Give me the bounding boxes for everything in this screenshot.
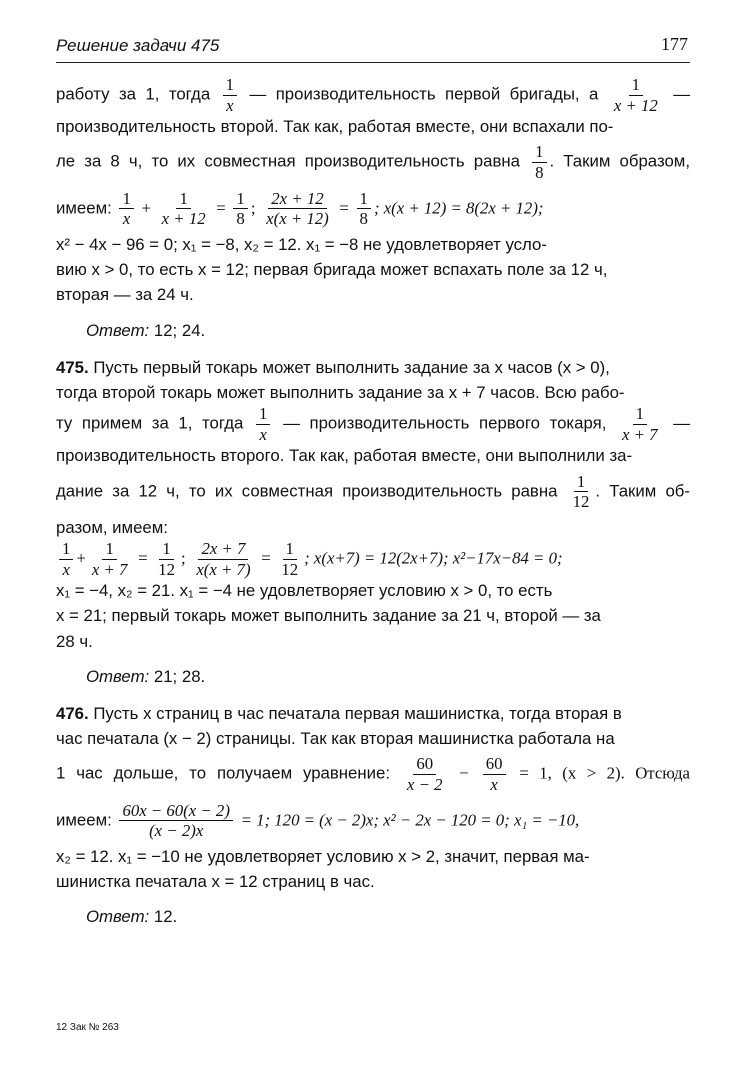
problem-474-solution: [56, 76, 690, 308]
text-line: вторая — за 24 ч.: [56, 285, 194, 305]
text-line: разом, имеем:: [56, 517, 168, 537]
problem-475: [56, 355, 690, 654]
fraction: $\frac{2x + 12}{x(x + 12)}$: [266, 188, 329, 229]
equation-line: имеем: $\frac{60x - 60(x - 2)}{(x - 2)x}$ = 1; 120 = (x − 2)x; x² − 2x − 120 = 0; x₁ = −10,: [56, 800, 580, 841]
text-line: ле за 8 ч, то их совместная производительность равна $\frac{1}{8}$ . Таким образом,: [56, 142, 690, 183]
answer-value: 12.: [153, 907, 178, 927]
text-line: час печатала (x − 2) страницы. Так как вторая машинистка работала на: [56, 729, 615, 749]
equation-line: имеем: $\frac{1}{x}$ + $\frac{1}{x + 12}$ = $\frac{1}{8}$ ; $\frac{2x + 12}{x(x + 12)}$ = $\frac{1}{8}$ ; x(x + 12) = 8(2x + 12);: [56, 188, 544, 229]
text-line: вию x > 0, то есть x = 12; первая бригада может вспахать поле за 12 ч,: [56, 260, 608, 280]
fraction: $\frac{1}{12}$: [572, 471, 590, 512]
fraction: $\frac{60}{x}$: [483, 755, 506, 793]
text-line: работу за 1, тогда $\frac{1}{x}$ — производительность первой бригады, а $\frac{1}{x + 12}$ —: [56, 75, 691, 115]
fraction: $\frac{1}{x}$: [119, 190, 133, 228]
text-line: 476. Пусть x страниц в час печатала первая машинистка, тогда вторая в: [56, 703, 622, 723]
answer-label: Ответ:: [86, 907, 150, 927]
answer-value: 21; 28.: [153, 666, 206, 686]
text-line: производительность второй. Так как, работая вместе, они вспахали по-: [56, 117, 614, 137]
text-line: 28 ч.: [56, 631, 93, 651]
text-line: x₂ = 12. x₁ = −10 не удовлетворяет условию x > 2, значит, первая ма-: [56, 846, 590, 866]
fraction: $\frac{1}{8}$: [357, 190, 371, 228]
fraction: $\frac{60}{x - 2}$: [406, 754, 443, 794]
fraction: $\frac{1}{12}$: [158, 538, 176, 579]
answer-475: [86, 664, 690, 689]
fraction: $\frac{1}{8}$: [532, 143, 546, 181]
equation-line: 1 час дольше, то получаем уравнение: $\frac{60}{x - 2}$ − $\frac{60}{x}$ = 1, (x > 2). Отсюда: [56, 754, 690, 794]
text-line: x = 21; первый токарь может выполнить задание за 21 ч, второй — за: [56, 606, 601, 626]
fraction: $\frac{1}{12}$: [281, 538, 299, 579]
text-line: дание за 12 ч, то их совместная производительность равна $\frac{1}{12}$ . Таким об-: [56, 471, 691, 512]
fraction: $\frac{1}{x}$: [256, 405, 270, 443]
fraction: $\frac{1}{x + 7}$: [91, 538, 128, 579]
fraction: $\frac{1}{x + 7}$: [622, 404, 658, 444]
equation-line: $\frac{1}{x}$ + $\frac{1}{x + 7}$ = $\frac{1}{12}$ ; $\frac{2x + 7}{x(x + 7)}$ = $\frac{1}{12}$ ; x(x+7) = 12(2x+7); x²−17x−84 = 0;: [56, 540, 690, 578]
answer-label: Ответ:: [86, 320, 150, 340]
problem-number: 476.: [56, 703, 89, 723]
answer-476: [86, 904, 690, 929]
fraction: $\frac{1}{x + 12}$: [613, 75, 658, 115]
text-line: x₁ = −4, x₂ = 21. x₁ = −4 не удовлетворяет условию x > 0, то есть: [56, 581, 553, 601]
text-line: 475. Пусть первый токарь может выполнить задание за x часов (x > 0),: [56, 357, 610, 377]
running-title: Решение задачи 475: [56, 36, 220, 55]
fraction: $\frac{1}{8}$: [233, 190, 247, 228]
text-line: производительность второго. Так как, работая вместе, они выполнили за-: [56, 446, 633, 466]
fraction: $\frac{60x - 60(x - 2)}{(x - 2)x}$: [119, 802, 232, 840]
page-header: [56, 32, 690, 63]
fraction: $\frac{1}{x}$: [223, 76, 237, 114]
text-line: ту примем за 1, тогда $\frac{1}{x}$ — производительность первого токаря, $\frac{1}{x + 7}$ —: [56, 404, 691, 444]
answer-474: [86, 318, 690, 343]
page-number: 177: [661, 34, 688, 54]
answer-value: 12; 24.: [153, 320, 206, 340]
text-line: шинистка печатала x = 12 страниц в час.: [56, 872, 375, 891]
page-content: [56, 76, 690, 941]
fraction: $\frac{1}{x}$: [59, 540, 73, 578]
problem-476: [56, 701, 690, 894]
answer-label: Ответ:: [86, 666, 150, 686]
fraction: $\frac{1}{x + 12}$: [161, 188, 206, 229]
text-line: x² − 4x − 96 = 0; x₁ = −8, x₂ = 12. x₁ = −8 не удовлетворяет усло-: [56, 234, 547, 254]
fraction: $\frac{2x + 7}{x(x + 7)}$: [196, 538, 251, 579]
problem-number: 475.: [56, 357, 89, 377]
text-line: тогда второй токарь может выполнить задание за x + 7 часов. Всю рабо-: [56, 382, 625, 402]
printer-footer: 12 Зак № 263: [56, 1022, 119, 1033]
